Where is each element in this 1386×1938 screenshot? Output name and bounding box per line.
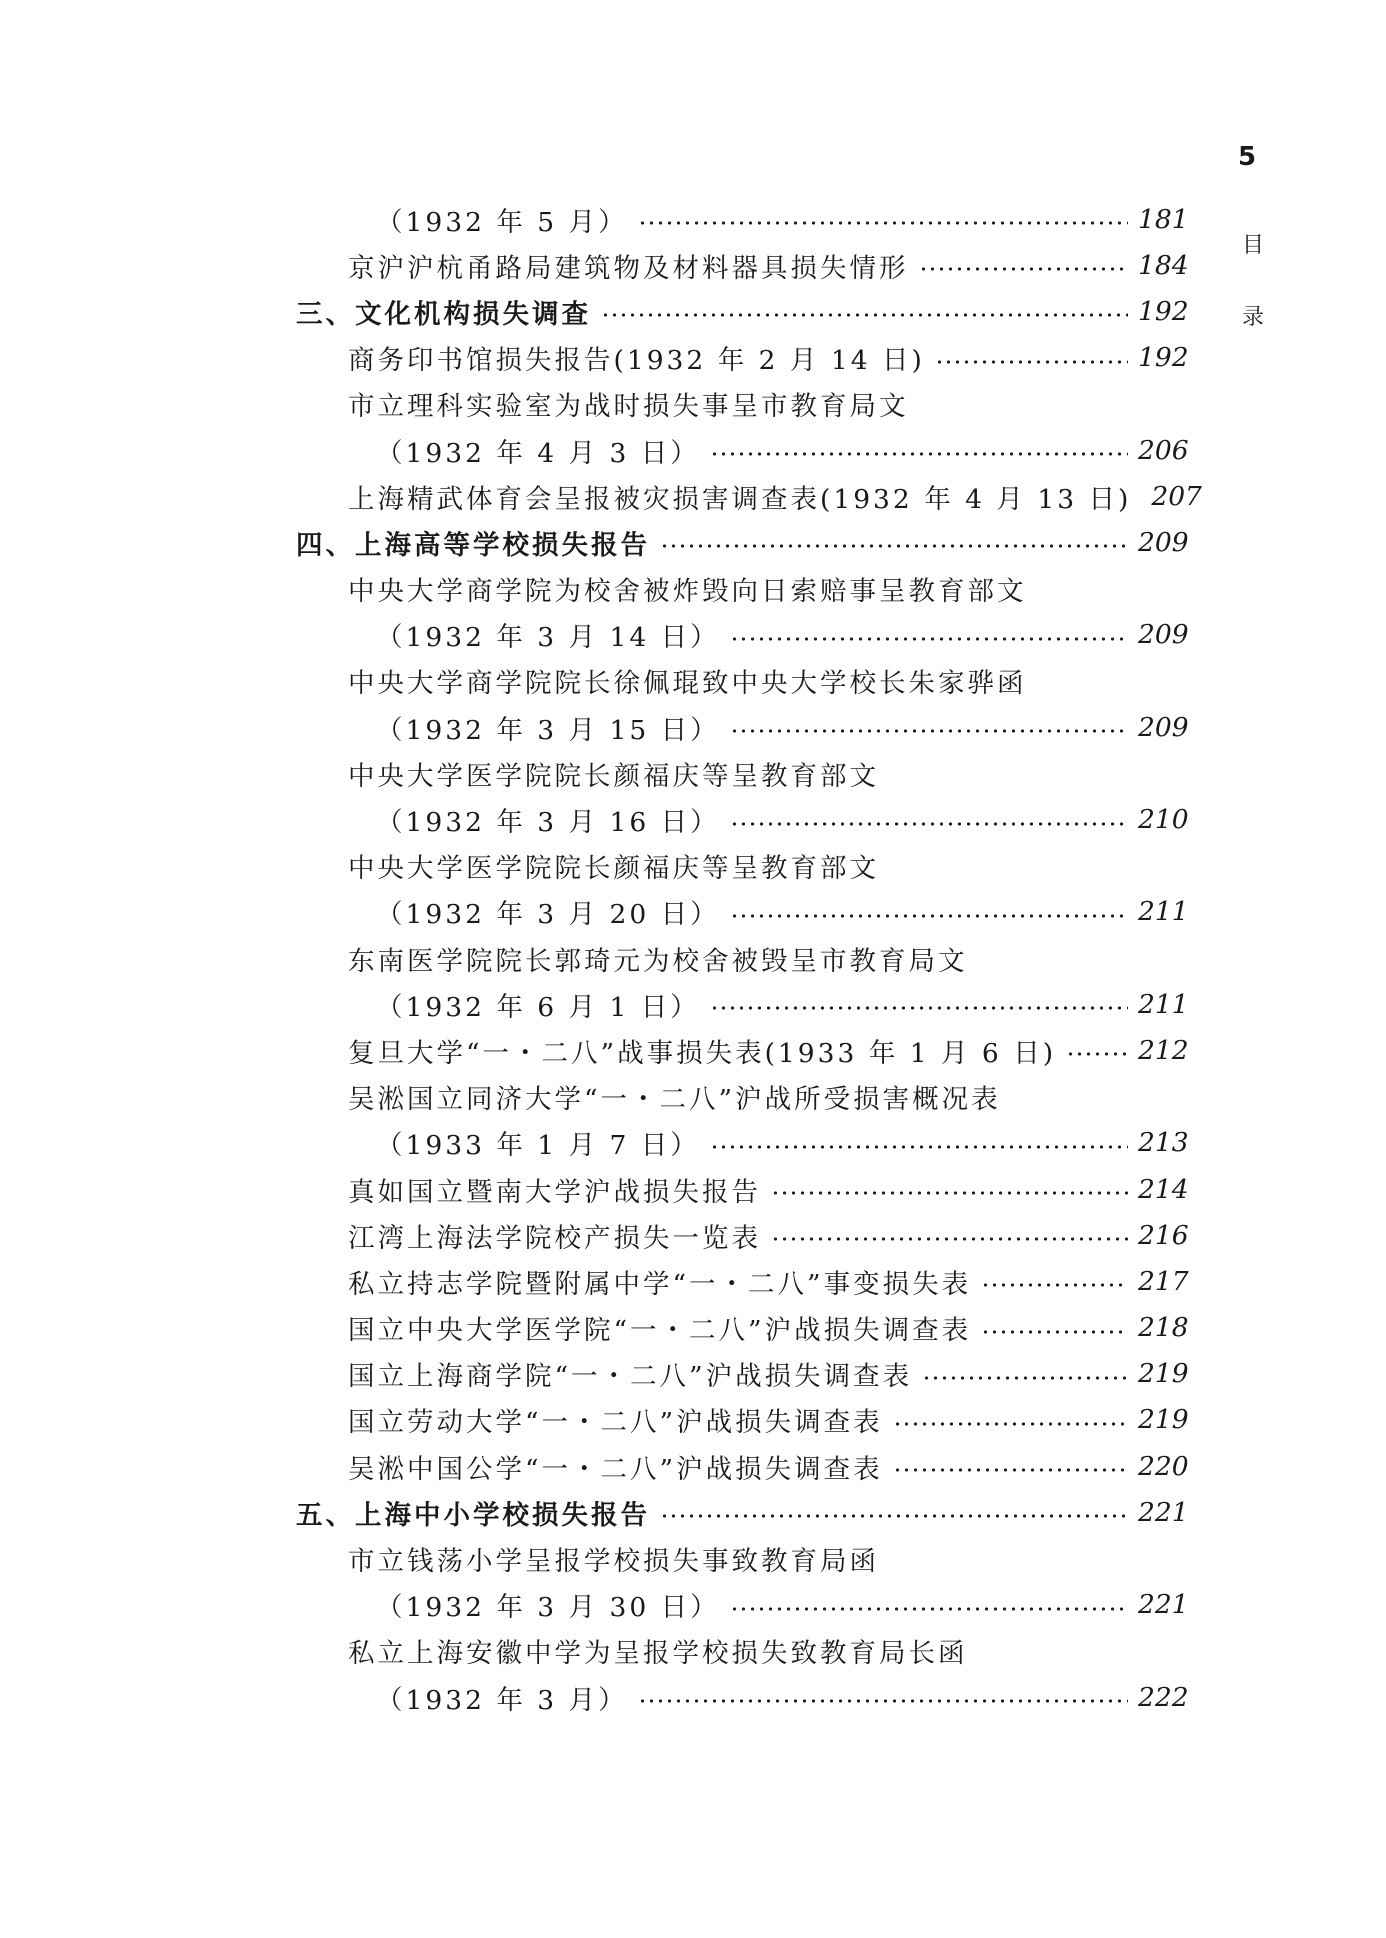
toc-entry-title: 四、上海高等学校损失报告 bbox=[296, 529, 650, 561]
toc-entry[interactable] bbox=[296, 1351, 1188, 1397]
toc-entry-title: 上海精武体育会呈报被灾损害调查表(1932 年 4 月 13 日) bbox=[348, 483, 1132, 515]
toc-entry-title: 私立持志学院暨附属中学“一・二八”事变损失表 bbox=[348, 1268, 972, 1300]
dot-leader bbox=[1066, 1051, 1128, 1057]
toc-entry[interactable] bbox=[296, 750, 1188, 796]
toc-page-number: 216 bbox=[1138, 1219, 1189, 1251]
dot-leader bbox=[919, 266, 1129, 272]
toc-page-number: 192 bbox=[1138, 342, 1189, 374]
toc-section-heading[interactable] bbox=[296, 288, 1188, 334]
toc-entry[interactable] bbox=[296, 1305, 1188, 1351]
toc-page-number: 211 bbox=[1138, 896, 1189, 928]
page-number: 5 bbox=[1238, 142, 1257, 172]
toc-page-number: 209 bbox=[1138, 711, 1189, 743]
toc-page-number: 221 bbox=[1138, 1589, 1189, 1621]
toc-entry[interactable] bbox=[296, 1443, 1188, 1489]
toc-entry[interactable] bbox=[296, 566, 1188, 612]
toc-entry[interactable] bbox=[296, 1120, 1188, 1166]
toc-entry-title: （1932 年 3 月） bbox=[376, 1684, 628, 1716]
toc-entry[interactable] bbox=[296, 1582, 1188, 1628]
toc-entry-title: 中央大学商学院为校舍被炸毁向日索赔事呈教育部文 bbox=[348, 576, 1027, 608]
toc-entry[interactable] bbox=[296, 427, 1188, 473]
toc-entry[interactable] bbox=[296, 335, 1188, 381]
table-of-contents bbox=[296, 196, 1202, 1720]
toc-page-number: 206 bbox=[1138, 434, 1189, 466]
toc-section-heading[interactable] bbox=[296, 519, 1188, 565]
toc-entry[interactable] bbox=[296, 704, 1188, 750]
dot-leader bbox=[710, 1144, 1128, 1150]
toc-entry[interactable] bbox=[296, 843, 1188, 889]
toc-entry[interactable] bbox=[296, 658, 1188, 704]
toc-page-number: 207 bbox=[1151, 480, 1202, 512]
dot-leader bbox=[730, 913, 1128, 919]
toc-page-number: 192 bbox=[1138, 295, 1189, 327]
toc-entry-title: （1932 年 3 月 30 日） bbox=[376, 1592, 720, 1624]
toc-entry[interactable] bbox=[296, 612, 1188, 658]
toc-page-number: 217 bbox=[1138, 1265, 1189, 1297]
toc-entry[interactable] bbox=[296, 1397, 1188, 1443]
toc-entry-title: （1932 年 3 月 15 日） bbox=[376, 714, 720, 746]
toc-page-number: 181 bbox=[1138, 203, 1189, 235]
toc-entry-title: 东南医学院院长郭琦元为校舍被毁呈市教育局文 bbox=[348, 945, 968, 977]
dot-leader bbox=[922, 1375, 1128, 1381]
toc-entry[interactable] bbox=[296, 381, 1188, 427]
toc-entry-title: 三、文化机构损失调查 bbox=[296, 298, 591, 330]
dot-leader bbox=[710, 1005, 1128, 1011]
dot-leader bbox=[730, 821, 1128, 827]
toc-entry-title: 复旦大学“一・二八”战事损失表(1933 年 1 月 6 日) bbox=[348, 1037, 1057, 1069]
toc-entry[interactable] bbox=[296, 1027, 1188, 1073]
toc-entry[interactable] bbox=[296, 1628, 1188, 1674]
toc-page-number: 214 bbox=[1138, 1173, 1189, 1205]
toc-entry[interactable] bbox=[296, 242, 1188, 288]
toc-entry-title: 京沪沪杭甬路局建筑物及材料器具损失情形 bbox=[348, 252, 909, 284]
toc-entry-title: 吴淞中国公学“一・二八”沪战损失调查表 bbox=[348, 1453, 883, 1485]
toc-page-number: 219 bbox=[1138, 1358, 1189, 1390]
toc-page-number: 220 bbox=[1138, 1450, 1189, 1482]
toc-entry-title: （1932 年 6 月 1 日） bbox=[376, 991, 700, 1023]
toc-entry-title: （1932 年 3 月 20 日） bbox=[376, 899, 720, 931]
toc-entry[interactable] bbox=[296, 1258, 1188, 1304]
toc-entry[interactable] bbox=[296, 889, 1188, 935]
toc-page-number: 221 bbox=[1138, 1496, 1189, 1528]
toc-page-number: 212 bbox=[1138, 1034, 1189, 1066]
toc-entry-title: （1932 年 4 月 3 日） bbox=[376, 437, 700, 469]
toc-page-number: 184 bbox=[1138, 249, 1189, 281]
toc-entry-title: 吴淞国立同济大学“一・二八”沪战所受损害概况表 bbox=[348, 1084, 1001, 1116]
toc-entry[interactable] bbox=[296, 473, 1202, 519]
dot-leader bbox=[638, 220, 1128, 226]
toc-entry-title: （1932 年 3 月 14 日） bbox=[376, 622, 720, 654]
toc-entry-title: 中央大学商学院院长徐佩琨致中央大学校长朱家骅函 bbox=[348, 668, 1027, 700]
dot-leader bbox=[893, 1467, 1128, 1473]
dot-leader bbox=[893, 1421, 1128, 1427]
toc-entry[interactable] bbox=[296, 935, 1188, 981]
side-label-char: 录 bbox=[1241, 305, 1264, 330]
dot-leader bbox=[660, 543, 1128, 549]
dot-leader bbox=[730, 636, 1128, 642]
toc-entry-title: 国立劳动大学“一・二八”沪战损失调查表 bbox=[348, 1407, 883, 1439]
dot-leader bbox=[981, 1329, 1128, 1335]
toc-entry[interactable] bbox=[296, 1212, 1188, 1258]
dot-leader bbox=[981, 1282, 1128, 1288]
toc-section-heading[interactable] bbox=[296, 1489, 1188, 1535]
toc-entry-title: （1933 年 1 月 7 日） bbox=[376, 1130, 700, 1162]
toc-page-number: 222 bbox=[1138, 1681, 1189, 1713]
dot-leader bbox=[710, 451, 1128, 457]
toc-entry[interactable] bbox=[296, 796, 1188, 842]
toc-entry-title: 国立中央大学医学院“一・二八”沪战损失调查表 bbox=[348, 1315, 972, 1347]
toc-entry[interactable] bbox=[296, 1166, 1188, 1212]
toc-page-number: 211 bbox=[1138, 988, 1189, 1020]
toc-page-number: 209 bbox=[1138, 526, 1189, 558]
toc-page-number: 210 bbox=[1138, 804, 1189, 836]
side-label-char: 目 bbox=[1241, 233, 1264, 258]
toc-entry-title: 江湾上海法学院校产损失一览表 bbox=[348, 1222, 761, 1254]
dot-leader bbox=[730, 1606, 1128, 1612]
toc-page-number: 209 bbox=[1138, 619, 1189, 651]
toc-entry-title: 中央大学医学院院长颜福庆等呈教育部文 bbox=[348, 760, 879, 792]
toc-entry-title: 真如国立暨南大学沪战损失报告 bbox=[348, 1176, 761, 1208]
dot-leader bbox=[771, 1236, 1128, 1242]
toc-entry-title: 私立上海安徽中学为呈报学校损失致教育局长函 bbox=[348, 1638, 968, 1670]
toc-entry-title: （1932 年 5 月） bbox=[376, 206, 628, 238]
toc-entry[interactable] bbox=[296, 981, 1188, 1027]
dot-leader bbox=[601, 312, 1128, 318]
dot-leader bbox=[935, 359, 1128, 365]
toc-entry[interactable] bbox=[296, 196, 1188, 242]
dot-leader bbox=[638, 1698, 1128, 1704]
toc-entry-title: 中央大学医学院院长颜福庆等呈教育部文 bbox=[348, 853, 879, 885]
toc-page-number: 219 bbox=[1138, 1404, 1189, 1436]
toc-entry-title: 商务印书馆损失报告(1932 年 2 月 14 日) bbox=[348, 345, 925, 377]
toc-entry[interactable] bbox=[296, 1674, 1188, 1720]
toc-entry-title: 市立钱荡小学呈报学校损失事致教育局函 bbox=[348, 1546, 879, 1578]
toc-entry-title: 五、上海中小学校损失报告 bbox=[296, 1499, 650, 1531]
toc-page-number: 218 bbox=[1138, 1312, 1189, 1344]
side-section-label bbox=[1238, 210, 1268, 354]
toc-entry[interactable] bbox=[296, 1535, 1188, 1581]
toc-page-number: 213 bbox=[1138, 1127, 1189, 1159]
toc-entry-title: 国立上海商学院“一・二八”沪战损失调查表 bbox=[348, 1361, 913, 1393]
toc-entry-title: 市立理科实验室为战时损失事呈市教育局文 bbox=[348, 391, 909, 423]
dot-leader bbox=[660, 1513, 1128, 1519]
dot-leader bbox=[771, 1190, 1128, 1196]
toc-entry-title: （1932 年 3 月 16 日） bbox=[376, 807, 720, 839]
toc-entry[interactable] bbox=[296, 1074, 1188, 1120]
dot-leader bbox=[730, 728, 1128, 734]
